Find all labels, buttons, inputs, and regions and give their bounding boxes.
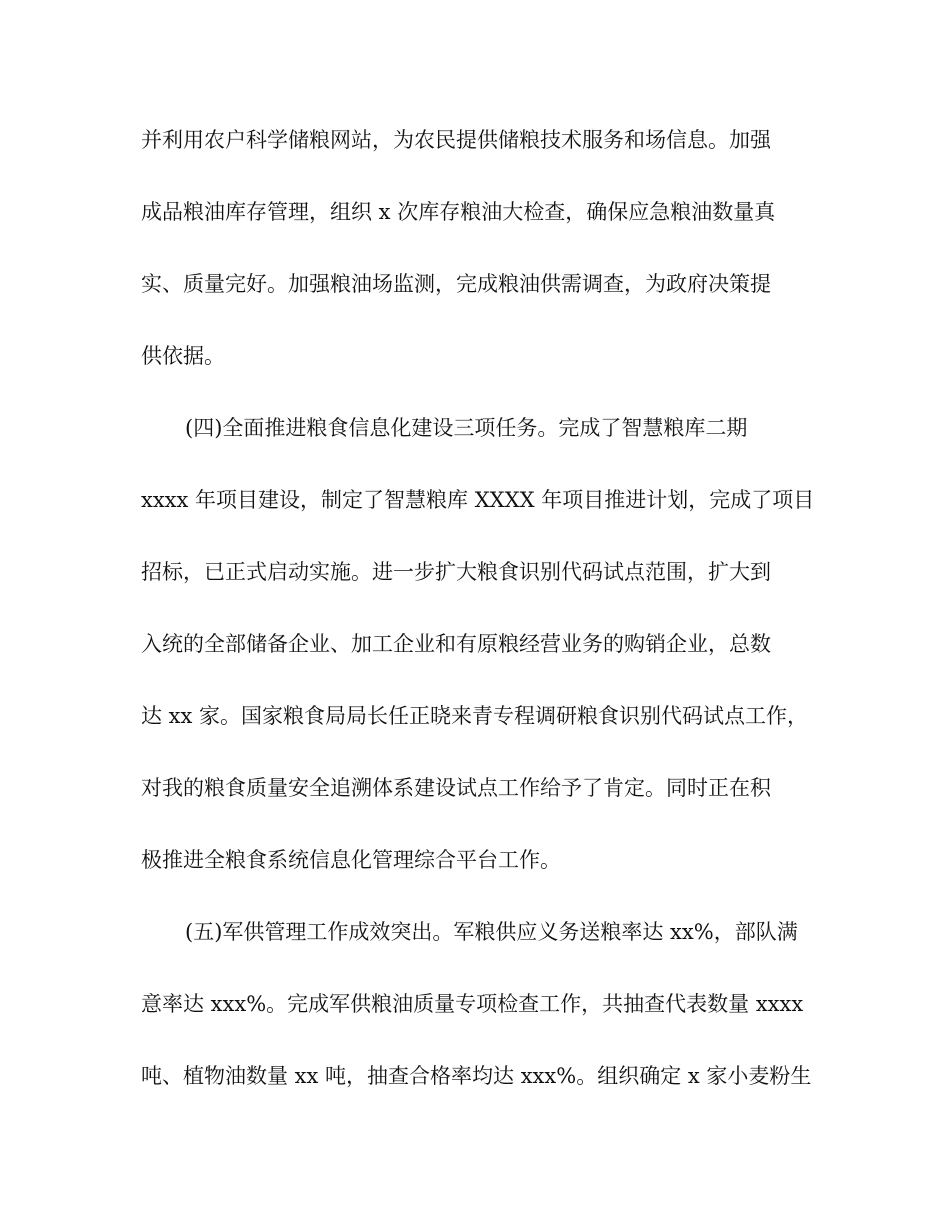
section-heading-line: (五)军供管理工作成效突出。军粮供应义务送粮率达 xx%，部队满 xyxy=(185,920,798,944)
text-line: 意率达 xxx%。完成军供粮油质量专项检查工作，共抽查代表数量 xxxx xyxy=(141,992,804,1016)
text-line: 入统的全部储备企业、加工企业和有原粮经营业务的购销企业，总数 xyxy=(141,632,771,656)
text-line: 并利用农户科学储粮网站，为农民提供储粮技术服务和场信息。加强 xyxy=(141,128,771,152)
text-line: 成品粮油库存管理，组织 x 次库存粮油大检查，确保应急粮油数量真 xyxy=(141,200,776,224)
text-line: 极推进全粮食系统信息化管理综合平台工作。 xyxy=(141,848,561,872)
document-body xyxy=(141,120,821,1128)
text-line: 供依据。 xyxy=(141,344,225,368)
section-heading-line: (四)全面推进粮食信息化建设三项任务。完成了智慧粮库二期 xyxy=(185,416,748,440)
text-line: 实、质量完好。加强粮油场监测，完成粮油供需调查，为政府决策提 xyxy=(141,272,771,296)
text-line: 招标，已正式启动实施。进一步扩大粮食识别代码试点范围，扩大到 xyxy=(141,560,771,584)
text-line: 吨、植物油数量 xx 吨，抽查合格率均达 xxx%。组织确定 x 家小麦粉生 xyxy=(141,1064,812,1088)
text-line: xxxx 年项目建设，制定了智慧粮库 XXXX 年项目推进计划，完成了项目 xyxy=(141,488,815,512)
text-line: 对我的粮食质量安全追溯体系建设试点工作给予了肯定。同时正在积 xyxy=(141,776,771,800)
text-line: 达 xx 家。国家粮食局局长任正晓来青专程调研粮食识别代码试点工作， xyxy=(141,704,809,728)
